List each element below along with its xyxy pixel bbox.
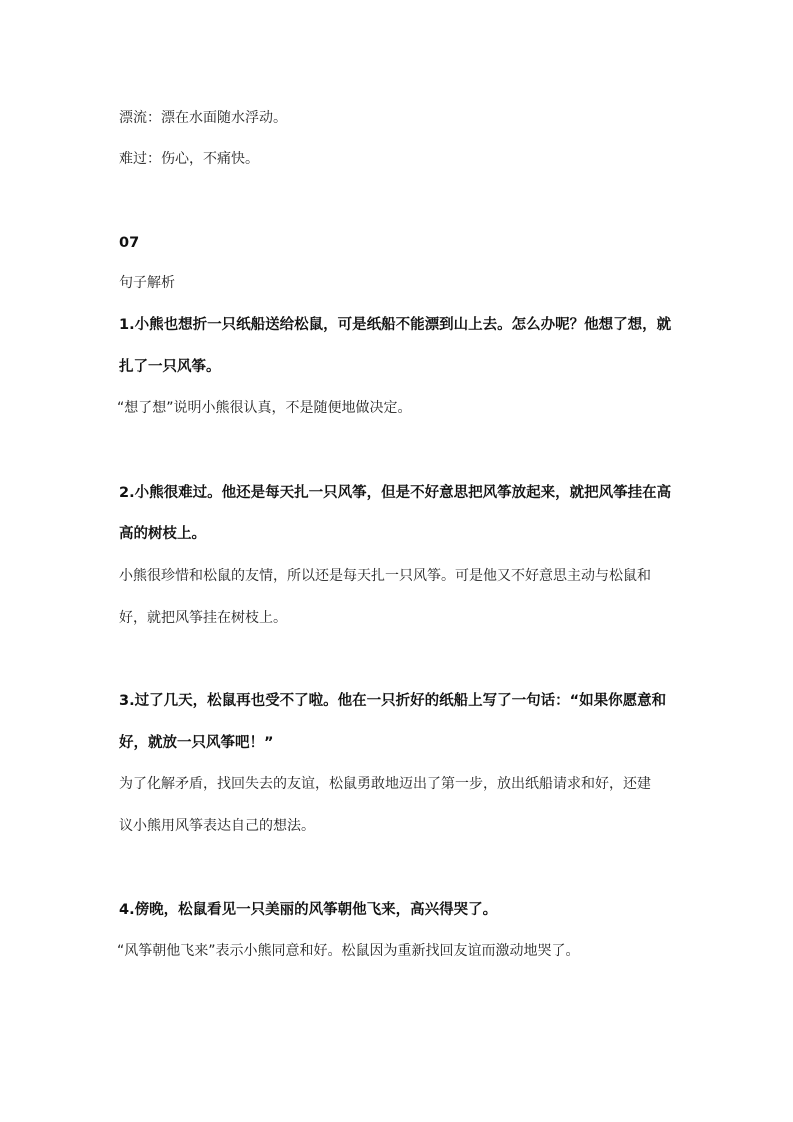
item-1-sentence-line-2: 扎了一只风筝。 — [119, 359, 221, 375]
vocab-nanguo: 难过：伤心，不痛快。 — [119, 151, 259, 167]
item-2-explanation-line-2: 好，就把风筝挂在树枝上。 — [119, 610, 287, 626]
item-1-explanation-line-1: “想了想”说明小熊很认真，不是随便地做决定。 — [117, 400, 412, 416]
item-1-sentence-line-1: 1.小熊也想折一只纸船送给松鼠，可是纸船不能漂到山上去。怎么办呢？他想了想，就 — [119, 317, 672, 333]
section-number: 07 — [119, 235, 140, 251]
vocab-piaoliu: 漂流：漂在水面随水浮动。 — [119, 110, 287, 126]
item-3-sentence-line-1: 3.过了几天，松鼠再也受不了啦。他在一只折好的纸船上写了一句话：“如果你愿意和 — [119, 693, 667, 709]
item-3-explanation-line-1: 为了化解矛盾，找回失去的友谊，松鼠勇敢地迈出了第一步，放出纸船请求和好，还建 — [119, 776, 651, 792]
item-2-explanation-line-1: 小熊很珍惜和松鼠的友情，所以还是每天扎一只风筝。可是他又不好意思主动与松鼠和 — [119, 568, 651, 584]
item-2-sentence-line-1: 2.小熊很难过。他还是每天扎一只风筝，但是不好意思把风筝放起来，就把风筝挂在高 — [119, 485, 672, 501]
section-heading: 句子解析 — [119, 275, 175, 291]
item-3-sentence-line-2: 好，就放一只风筝吧！” — [119, 735, 274, 751]
item-4-explanation-line-1: “风筝朝他飞来”表示小熊同意和好。松鼠因为重新找回友谊而激动地哭了。 — [117, 943, 580, 959]
item-3-explanation-line-2: 议小熊用风筝表达自己的想法。 — [119, 818, 315, 834]
item-4-sentence-line-1: 4.傍晚，松鼠看见一只美丽的风筝朝他飞来，高兴得哭了。 — [119, 902, 498, 918]
item-2-sentence-line-2: 高的树枝上。 — [119, 526, 206, 542]
